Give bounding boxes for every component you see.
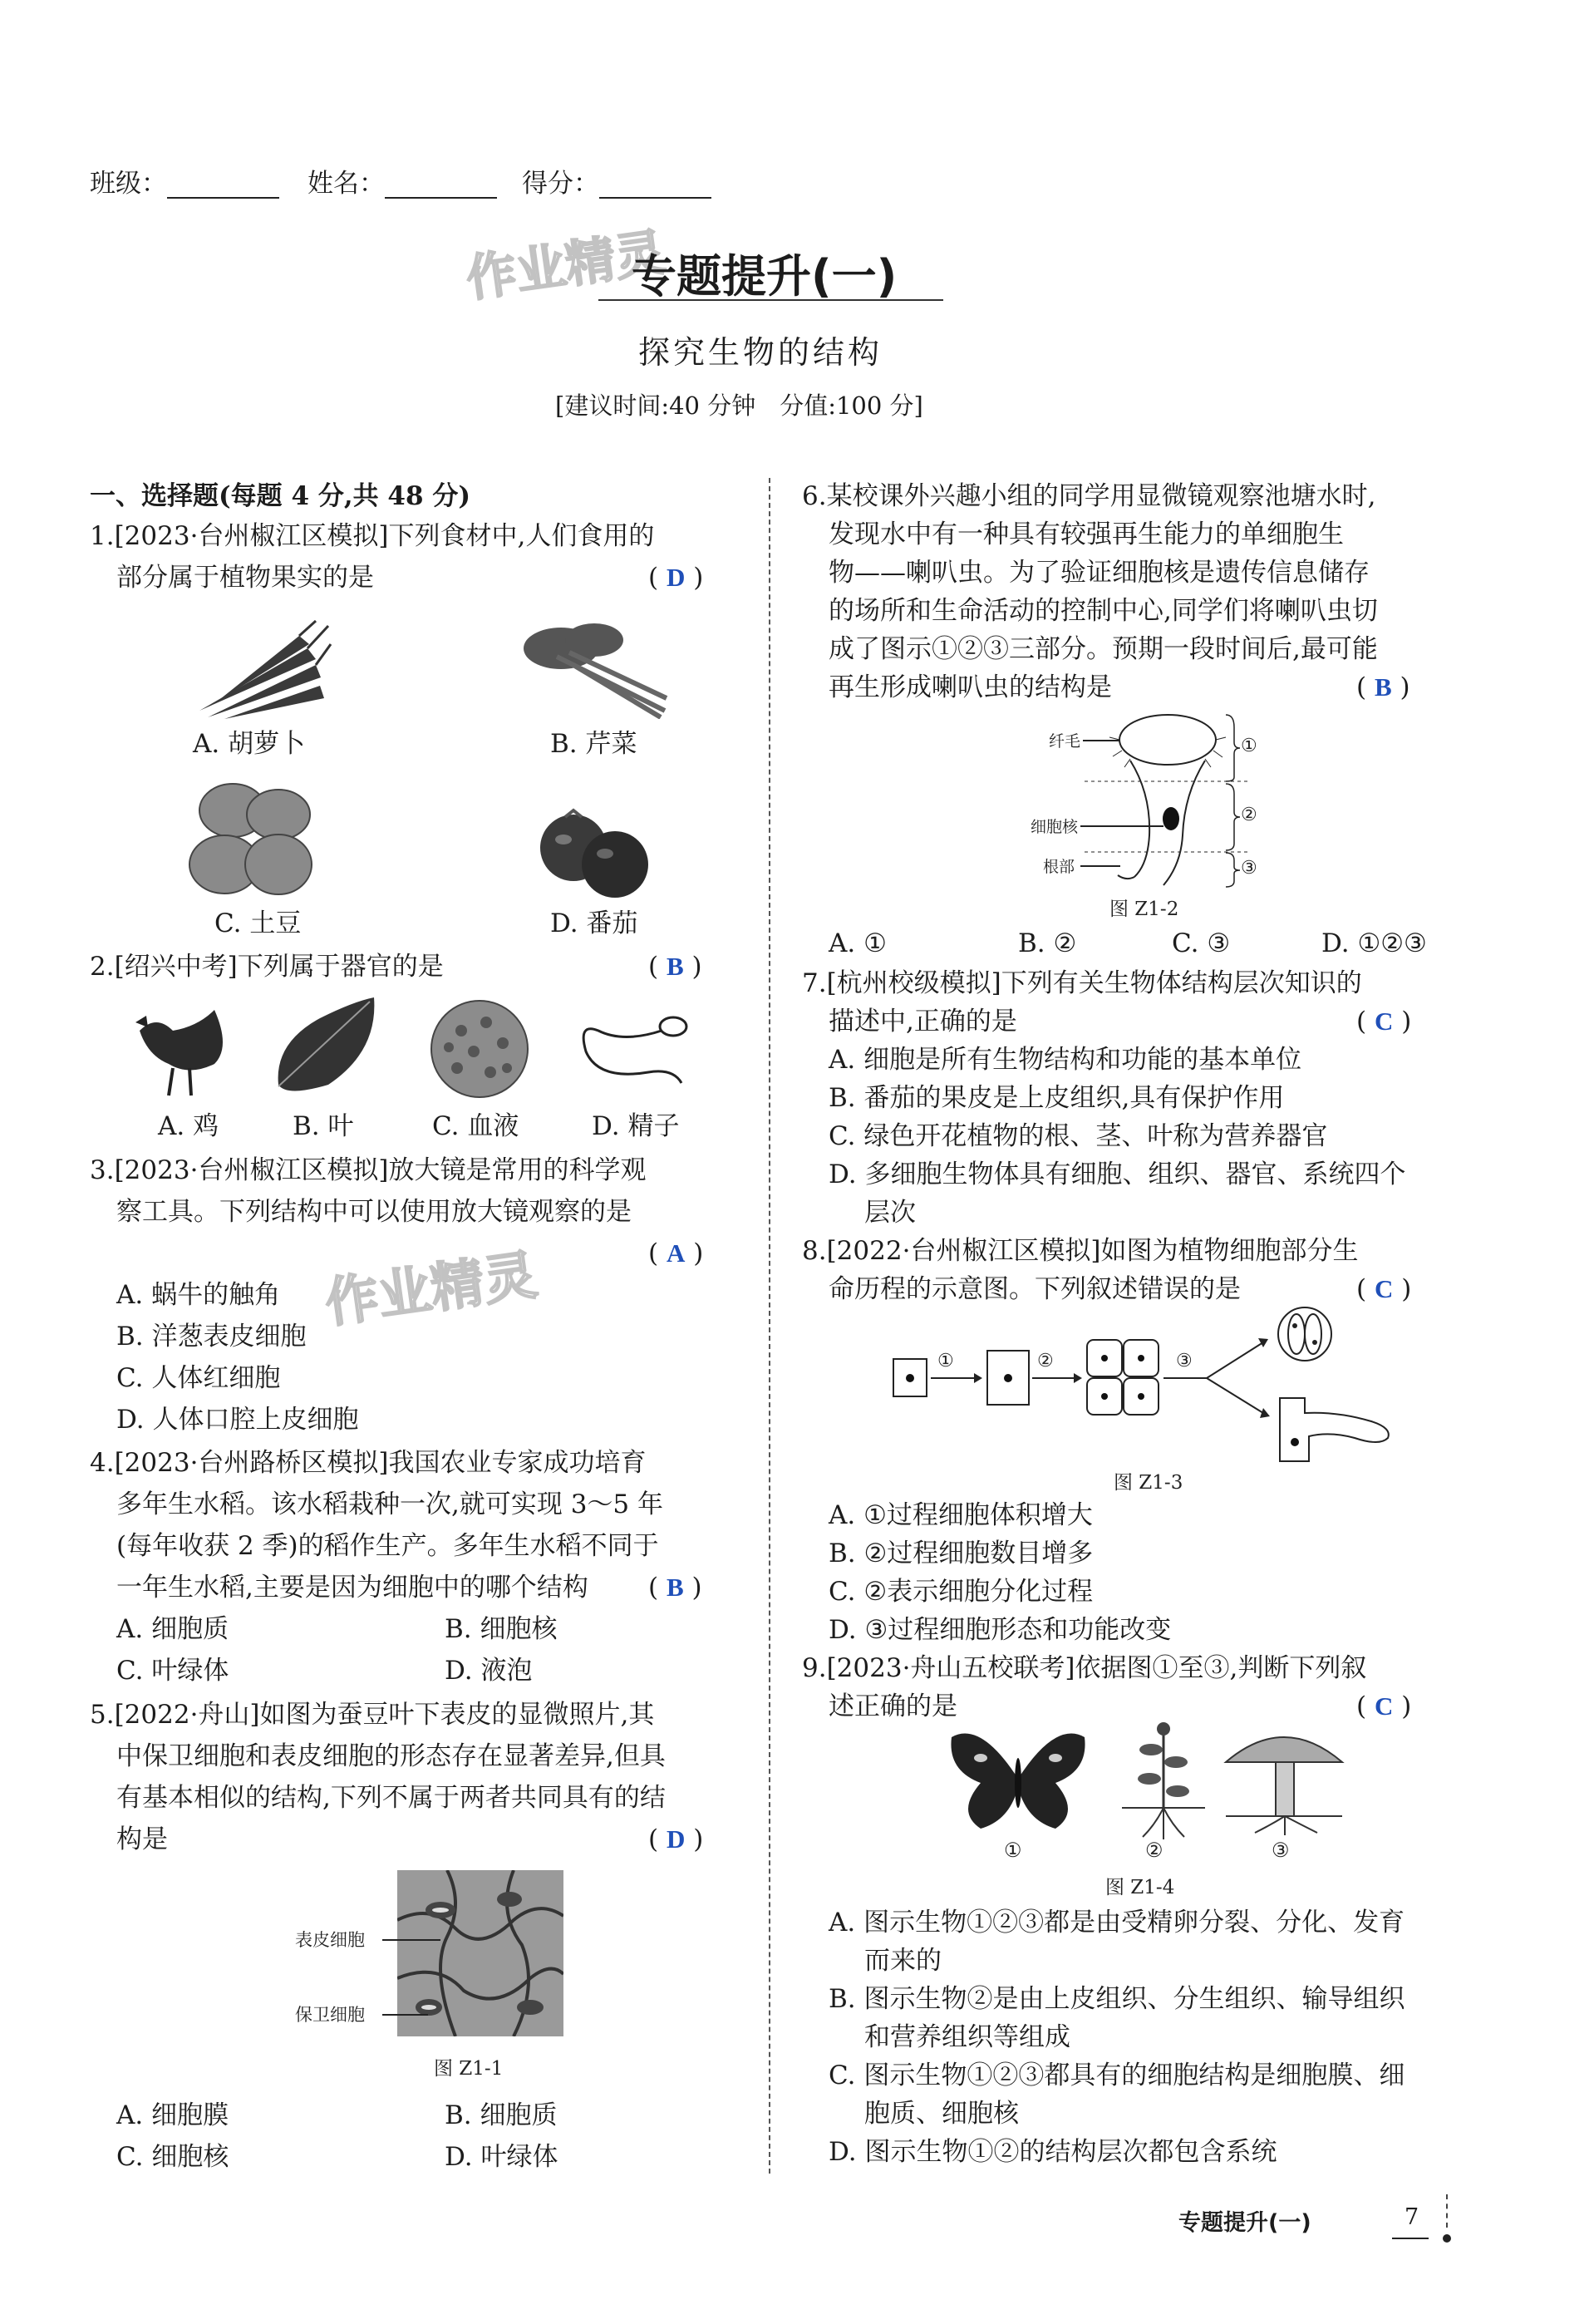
q3-option-b: B. 洋葱表皮细胞 bbox=[116, 1322, 307, 1352]
label-organism-1: ① bbox=[1004, 1839, 1022, 1862]
section-heading: 一、选择题(每题 4 分,共 48 分) bbox=[90, 481, 471, 511]
q8-option-c: C. ②表示细胞分化过程 bbox=[829, 1577, 1094, 1607]
q1-option-a: A. 胡萝卜 bbox=[193, 729, 306, 759]
q4-option-c: C. 叶绿体 bbox=[116, 1656, 229, 1686]
label-process-3: ③ bbox=[1176, 1351, 1193, 1371]
tomato-image bbox=[532, 802, 657, 902]
q8-option-b: B. ②过程细胞数目增多 bbox=[829, 1539, 1094, 1568]
q4-line-4: 一年生水稻,主要是因为细胞中的哪个结构 bbox=[116, 1573, 588, 1603]
q5-line-1: 5.[2022·舟山]如图为蚕豆叶下表皮的显微照片,其 bbox=[90, 1700, 655, 1730]
label-part-3: ③ bbox=[1241, 858, 1257, 879]
q2-option-a: A. 鸡 bbox=[158, 1111, 219, 1141]
pointer-guard bbox=[382, 2014, 428, 2016]
score-field: 得分： bbox=[522, 165, 711, 203]
q5-line-2: 中保卫细胞和表皮细胞的形态存在显著差异,但具 bbox=[116, 1741, 666, 1771]
q6-line-6: 再生形成喇叭虫的结构是 bbox=[829, 672, 1112, 702]
q3-line-1: 3.[2023·台州椒江区模拟]放大镜是常用的科学观 bbox=[90, 1155, 647, 1185]
q4-line-1: 4.[2023·台州路桥区模拟]我国农业专家成功培育 bbox=[90, 1448, 647, 1478]
label-part-1: ① bbox=[1241, 736, 1257, 756]
q7-line-2: 描述中,正确的是 bbox=[829, 1007, 1017, 1036]
q4-answer: ( B ) bbox=[648, 1573, 702, 1603]
q3-answer: ( A ) bbox=[648, 1238, 704, 1268]
q9-option-c: C. 图示生物①②③都具有的细胞结构是细胞膜、细 bbox=[829, 2061, 1405, 2090]
q7-option-b: B. 番茄的果皮是上皮组织,具有保护作用 bbox=[829, 1083, 1285, 1113]
q1-line-2: 部分属于植物果实的是 bbox=[116, 563, 374, 593]
q9-option-a: A. 图示生物①②③都是由受精卵分裂、分化、发育 bbox=[829, 1908, 1405, 1937]
q6-line-4: 的场所和生命活动的控制中心,同学们将喇叭虫切 bbox=[829, 596, 1378, 626]
q5-option-a: A. 细胞膜 bbox=[116, 2100, 229, 2130]
q2-text: 2.[绍兴中考]下列属于器官的是 bbox=[90, 952, 444, 982]
q8-option-a: A. ①过程细胞体积增大 bbox=[829, 1500, 1093, 1530]
q6-line-1: 6.某校课外兴趣小组的同学用显微镜观察池塘水时, bbox=[802, 481, 1376, 511]
q9-option-c-cont: 胞质、细胞核 bbox=[864, 2099, 1019, 2129]
figure-z1-1-caption: 图 Z1-1 bbox=[434, 2058, 504, 2080]
q6-line-5: 成了图示①②③三部分。预期一段时间后,最可能 bbox=[829, 634, 1378, 664]
q7-option-c: C. 绿色开花植物的根、茎、叶称为营养器官 bbox=[829, 1121, 1328, 1151]
carrot-image bbox=[191, 619, 332, 723]
leaf-image bbox=[270, 993, 386, 1101]
q5-answer: ( D ) bbox=[648, 1824, 704, 1854]
pointer-nucleus bbox=[1080, 825, 1163, 827]
q3-line-2: 察工具。下列结构中可以使用放大镜观察的是 bbox=[116, 1197, 632, 1227]
q2-answer: ( B ) bbox=[648, 952, 702, 982]
q7-option-d: D. 多细胞生物体具有细胞、组织、器官、系统四个 bbox=[829, 1160, 1406, 1189]
butterfly-image bbox=[947, 1721, 1089, 1837]
q6-line-2: 发现水中有一种具有较强再生能力的单细胞生 bbox=[829, 519, 1344, 549]
pointer-epidermal bbox=[382, 1939, 440, 1941]
q9-option-b-cont: 和营养组织等组成 bbox=[864, 2022, 1070, 2052]
q5-line-4: 构是 bbox=[116, 1824, 168, 1854]
q9-option-b: B. 图示生物②是由上皮组织、分生组织、输导组织 bbox=[829, 1984, 1405, 2014]
q8-line-1: 8.[2022·台州椒江区模拟]如图为植物细胞部分生 bbox=[802, 1236, 1359, 1266]
column-divider bbox=[769, 478, 770, 2174]
q5-option-b: B. 细胞质 bbox=[445, 2100, 558, 2130]
label-part-2: ② bbox=[1241, 805, 1257, 825]
figure-z1-4-caption: 图 Z1-4 bbox=[1105, 1877, 1175, 1898]
q5-line-3: 有基本相似的结构,下列不属于两者共同具有的结 bbox=[116, 1783, 666, 1813]
plant-image bbox=[1118, 1716, 1209, 1841]
q1-option-b: B. 芹菜 bbox=[550, 729, 637, 759]
mushroom-image bbox=[1222, 1721, 1346, 1837]
q5-option-c: C. 细胞核 bbox=[116, 2142, 229, 2172]
q6-option-d: D. ①②③ bbox=[1321, 928, 1427, 958]
q6-option-c: C. ③ bbox=[1172, 928, 1231, 958]
label-organism-3: ③ bbox=[1272, 1839, 1290, 1862]
q7-option-d-cont: 层次 bbox=[864, 1198, 916, 1228]
q6-option-a: A. ① bbox=[829, 928, 887, 958]
page-number-rule bbox=[1392, 2238, 1429, 2239]
footer-section-label: 专题提升(一) bbox=[1178, 2210, 1311, 2236]
label-guard-cell: 保卫细胞 bbox=[295, 2005, 365, 2025]
q8-answer: ( C ) bbox=[1356, 1274, 1412, 1304]
q2-option-c: C. 血液 bbox=[432, 1111, 519, 1141]
sperm-image bbox=[573, 1010, 698, 1093]
page-marker-dot bbox=[1443, 2234, 1451, 2243]
q4-line-2: 多年生水稻。该水稻栽种一次,就可实现 3～5 年 bbox=[116, 1489, 664, 1519]
q6-line-3: 物——喇叭虫。为了验证细胞核是遗传信息储存 bbox=[829, 558, 1370, 588]
q1-line-1: 1.[2023·台州椒江区模拟]下列食材中,人们食用的 bbox=[90, 521, 655, 551]
q8-option-d: D. ③过程细胞形态和功能改变 bbox=[829, 1615, 1172, 1645]
cell-process-diagram bbox=[889, 1305, 1405, 1463]
figure-z1-2-caption: 图 Z1-2 bbox=[1109, 899, 1179, 920]
label-cilia: 纤毛 bbox=[1049, 732, 1081, 751]
label-epidermal-cell: 表皮细胞 bbox=[295, 1930, 365, 1950]
q1-option-d: D. 番茄 bbox=[550, 908, 638, 938]
q4-line-3: (每年收获 2 季)的稻作生产。多年生水稻不同于 bbox=[116, 1531, 659, 1561]
q9-answer: ( C ) bbox=[1356, 1691, 1412, 1721]
q8-line-2: 命历程的示意图。下列叙述错误的是 bbox=[829, 1274, 1241, 1304]
q9-line-2: 述正确的是 bbox=[829, 1691, 957, 1721]
watermark-middle: 作业精灵 bbox=[321, 1244, 541, 1336]
q7-line-1: 7.[杭州校级模拟]下列有关生物体结构层次知识的 bbox=[802, 968, 1362, 998]
q9-line-1: 9.[2023·舟山五校联考]依据图①至③,判断下列叙 bbox=[802, 1653, 1367, 1683]
label-process-1: ① bbox=[937, 1351, 954, 1371]
pointer-cilia bbox=[1083, 740, 1120, 741]
q4-option-d: D. 液泡 bbox=[445, 1656, 533, 1686]
potato-image bbox=[187, 777, 316, 902]
q1-option-c: C. 土豆 bbox=[214, 908, 302, 938]
class-field: 班级： bbox=[90, 165, 279, 203]
label-nucleus: 细胞核 bbox=[1031, 818, 1079, 836]
label-root: 根部 bbox=[1043, 858, 1075, 876]
q7-answer: ( C ) bbox=[1356, 1007, 1412, 1036]
q2-option-b: B. 叶 bbox=[293, 1111, 354, 1141]
page-number: 7 bbox=[1405, 2204, 1419, 2230]
q2-option-d: D. 精子 bbox=[592, 1111, 680, 1141]
q4-option-a: A. 细胞质 bbox=[116, 1614, 229, 1644]
page-marker-line bbox=[1446, 2194, 1448, 2228]
time-score-meta: [建议时间:40 分钟 分值:100 分] bbox=[555, 391, 923, 420]
q7-option-a: A. 细胞是所有生物结构和功能的基本单位 bbox=[829, 1045, 1302, 1075]
label-organism-2: ② bbox=[1145, 1839, 1163, 1862]
q5-option-d: D. 叶绿体 bbox=[445, 2142, 558, 2172]
q6-answer: ( B ) bbox=[1356, 672, 1410, 702]
name-field: 姓名： bbox=[307, 165, 497, 203]
q1-answer: ( D ) bbox=[648, 563, 704, 593]
q3-option-c: C. 人体红细胞 bbox=[116, 1363, 281, 1393]
q3-option-a: A. 蜗牛的触角 bbox=[116, 1280, 281, 1310]
figure-z1-3-caption: 图 Z1-3 bbox=[1114, 1472, 1183, 1494]
page-title: 专题提升(一) bbox=[632, 250, 898, 303]
q3-option-d: D. 人体口腔上皮细胞 bbox=[116, 1405, 359, 1435]
page-subtitle: 探究生物的结构 bbox=[638, 334, 883, 371]
q4-option-b: B. 细胞核 bbox=[445, 1614, 558, 1644]
pointer-root bbox=[1080, 865, 1120, 867]
q6-option-b: B. ② bbox=[1018, 928, 1077, 958]
blood-image bbox=[428, 997, 532, 1101]
q9-option-d: D. 图示生物①②的结构层次都包含系统 bbox=[829, 2137, 1277, 2167]
q9-option-a-cont: 而来的 bbox=[864, 1946, 942, 1976]
title-rule bbox=[598, 299, 943, 301]
watermark-top: 作业精灵 bbox=[462, 223, 669, 309]
rooster-image bbox=[123, 997, 235, 1101]
epidermis-micrograph bbox=[397, 1870, 563, 2036]
label-process-2: ② bbox=[1037, 1351, 1054, 1371]
celery-image bbox=[524, 619, 669, 719]
